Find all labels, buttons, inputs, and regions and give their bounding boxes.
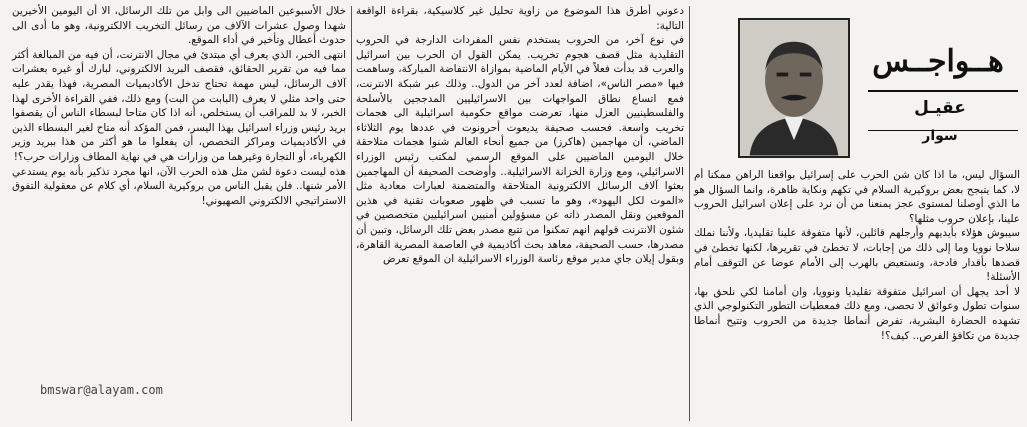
article-column-3 xyxy=(8,4,350,377)
column-header xyxy=(690,6,1024,164)
paragraph: لا أحد يجهل أن اسرائيل متفوقة تقليديا ونوويا، وان أمامنا لكي نلحق بها، سنوات تطول وعوائق لا تحصى، ومع ذلك فمعطيات التطور التكنولوجي الذي تشهده الحضارة البشرية، تفرض أنماطا جديدة من الحروب وتتيح أنماطا جديدة من تكافؤ الفرص.. كيف؟! xyxy=(694,285,1020,342)
author-last-name: سوار xyxy=(922,128,958,144)
paragraph: سيبوش هؤلاء بأيديهم وأرجلهم قائلين، لأنها متفوقة علينا تقليديا، ولأننا نملك سلاحا نوويا وما إلى ذلك من إجابات، لا تخطئ في تقريرها، لكنها تخطئ في قصدها بأقدار فادحة، وتستعيض بالهرب إلى الأمام عوضا عن التوقف أمام الأسئلة! xyxy=(694,227,1020,284)
author-email: bmswar@alayam.com xyxy=(40,383,163,397)
paragraph: هذه ليست دعوة لشن مثل هذه الحرب الآن، انها مجرد تذكير بأنه يوم يستدعي الأمر شنها.. فلن يقبل الناس من بروكيرية السلام، أي كلام عن معقولية التفوق الاستراتيجي الالكتروني الصهيوني! xyxy=(12,165,346,207)
paragraph: دعوني أطرق هذا الموضوع من زاوية تحليل غير كلاسيكية، بقراءة الواقعة التالية: xyxy=(356,5,684,32)
author-first-name: عقيـل xyxy=(914,98,966,118)
article-column-2 xyxy=(352,4,688,423)
paragraph: انتهى الخبر، الذي يعرف أي مبتدئ في مجال الانترنت، أن فيه من المبالغة أكثر مما فيه من تقرير الحقائق، فقصف البريد الالكتروني، لبارك أو غيره بعشرات آلاف الرسائل، ليس مهمة تحتاج تدخل الأكاديميات المصرية، فهذا يقدر عليه حتى واحد مثلي لا يعرف (البابت من البت) ومع ذلك، ففي القراءة الأخرى لهذا الخبر، لا بد للمراقب أن يستخلص، أنه اذا كان متاحا لبسطاء الناس أن يقصفوا بريد رئيس وزراء اسرائيل بهذا اليسر، فمن المؤكد أنه متاح لغير البسطاء الذين في الأكاديميات ومراكز التخصص، أن يفعلوا ما هو أكثر من هذا ببريد وزير الكهرباء، أو التجارة وغيرهما من وزارات هي في نهاية المطاف وزارات حرب؟! xyxy=(12,48,346,163)
paragraph: خلال الأسبوعين الماضيين الى وابل من تلك الرسائل، الا أن اليومين الأخيرين شهدا وصول عشرات الآلاف من رسائل التخريب الالكترونية، وهو ما أدى الى حدوث أعطال وتأخير في أداء الموقع. xyxy=(12,5,346,47)
kicker-underline xyxy=(868,90,1018,92)
paragraph: السؤال ليس، ما اذا كان شن الحرب على إسرائيل بواقعنا الراهن ممكنا أم لا، كما يتبجح بعض بروكيرية السلام في تكهم ونكاية ظاهرة، وانما السؤال هو ما الذي أوصلنا لمستوى عجز يمنعنا من أن نرد على إعلان اسرائيل الحروب علينا، بإعلان حروب مثلها؟ xyxy=(694,169,1020,225)
article-column-1 xyxy=(690,168,1024,423)
author-photo xyxy=(738,18,850,158)
author-portrait-image xyxy=(740,20,848,156)
column-kicker-title: هــواجــس xyxy=(872,44,1004,79)
paragraph: في نوع آخر، من الحروب يستخدم نفس المفردات الدارجة في الحروب التقليدية مثل قصف هجوم تخريب. يمكن القول ان الحرب بين اسرائيل والعرب قد بدأت فعلاً في الأيام الماضية بموازاة الانتفاضة المباركة، وساهمت فيها «مصر الناس»، اضافة لعدد آخر من الدول.. وذلك عبر شبكة الانترنت، فمع اتساع نطاق المواجهات بين الاسرائيليين المدججين بالأسلحة والفلسطينيين العزل منها، تعرضت مواقع حكومية اسرائيلية الى هجمات تخريب واسعة. فحسب صحيفة يديعوت أحرونوت في عددها يوم الثلاثاء الماضي، أن مهاجمين (هاكرز) من جميع أنحاء العالم شنوا هجمات متلاحقة خلال اليومين الماضيين على الموقع الرسمي لمكتب رئيس الوزراء الاسرائيلي، ومع وزارة الخزانة الاسرائيلية.. وأوضحت الصحيفة أن المهاجمين بعثوا آلاف الرسائل الالكترونية المتلاحقة والمتضمنة لعبارات معادية مثل «الموت لكل اليهود»، وهو ما تسبب في ظهور صعوبات تقنية في هذين الموقعين ونقل المصدر ذاته عن مسؤولين أمنيين اسرائيليين متخصصين في شئون الانترنت قولهم انهم تمكنوا من تتبع مصدر بعض تلك الرسائل، وتبين أن مصدرها، حسب الصحيفة، معاهد بحث أكاديمية في العاصمة المصرية القاهرة، وبقول إيلان جاي مدير موقع رئاسة الوزراء الاسرائيلية ان الموقع تعرض xyxy=(356,34,684,266)
